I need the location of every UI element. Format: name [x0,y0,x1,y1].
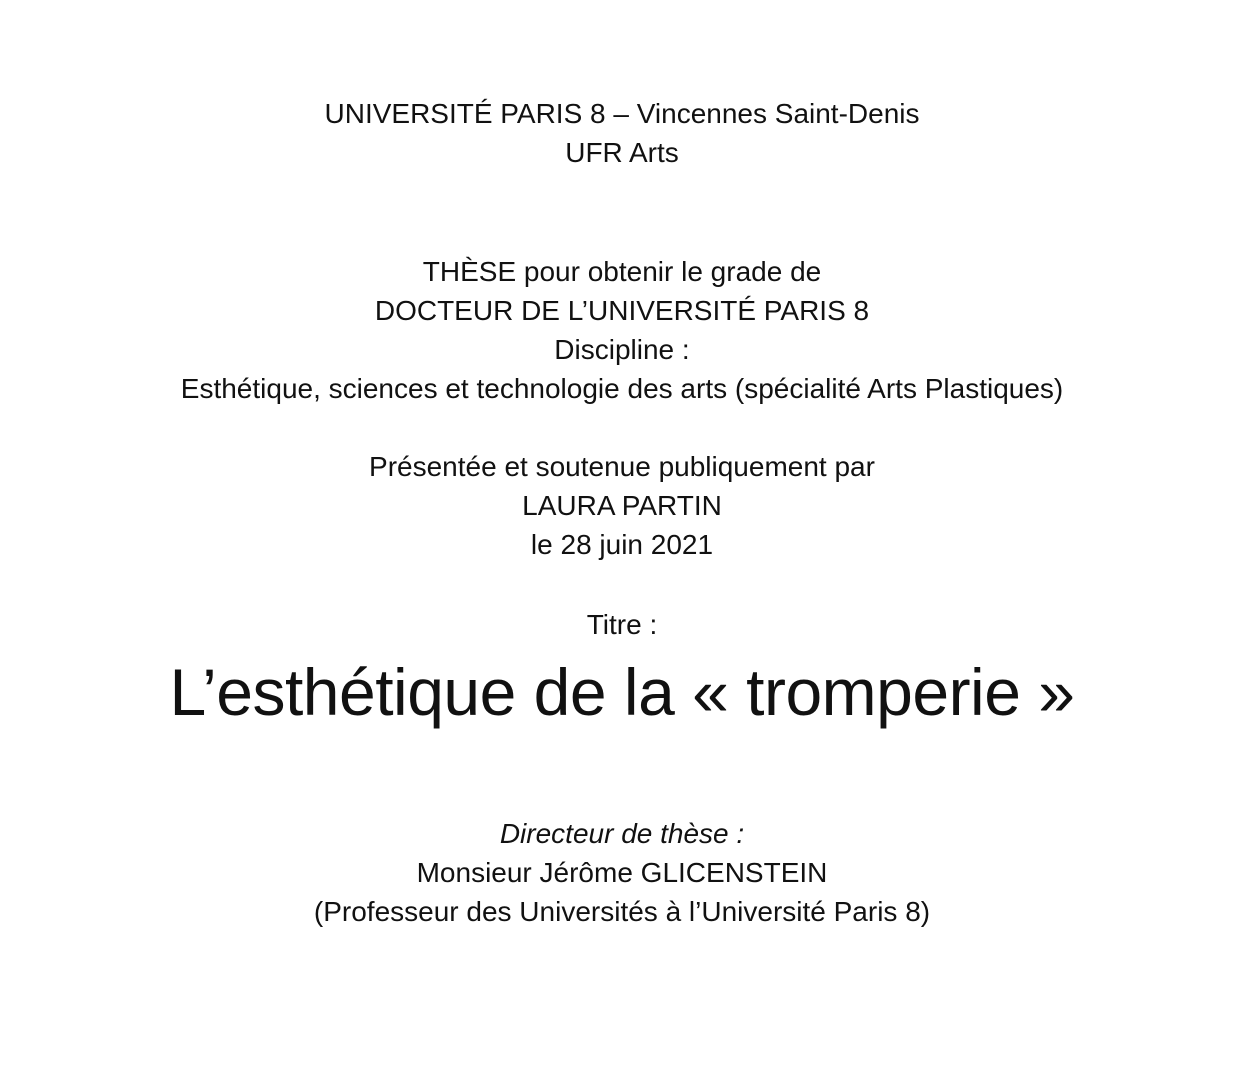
main-title-block [0,652,1244,732]
director-block [0,814,1244,931]
defense-block [0,447,1244,564]
director-name: Monsieur Jérôme GLICENSTEIN [416,857,828,888]
presentation-line: Présentée et soutenue publiquement par [369,451,875,482]
thesis-intro-line: THÈSE pour obtenir le grade de [422,256,822,287]
discipline-label: Discipline : [554,334,690,365]
director-affiliation: (Professeur des Universités à l’Université Paris 8) [313,896,931,927]
author-name: LAURA PARTIN [522,490,722,521]
title-label: Titre : [586,609,658,640]
university-name: UNIVERSITÉ PARIS 8 – Vincennes Saint-Denis [324,98,920,129]
institution-block [0,94,1244,172]
degree-block [0,252,1244,408]
thesis-title: L’esthétique de la « tromperie » [169,655,1075,729]
discipline-line: Esthétique, sciences et technologie des arts (spécialité Arts Plastiques) [180,373,1064,404]
defense-date: le 28 juin 2021 [530,529,714,560]
department-name: UFR Arts [565,137,679,168]
title-label-block [0,605,1244,644]
degree-name-line: DOCTEUR DE L’UNIVERSITÉ PARIS 8 [374,295,870,326]
director-label: Directeur de thèse : [499,818,745,849]
